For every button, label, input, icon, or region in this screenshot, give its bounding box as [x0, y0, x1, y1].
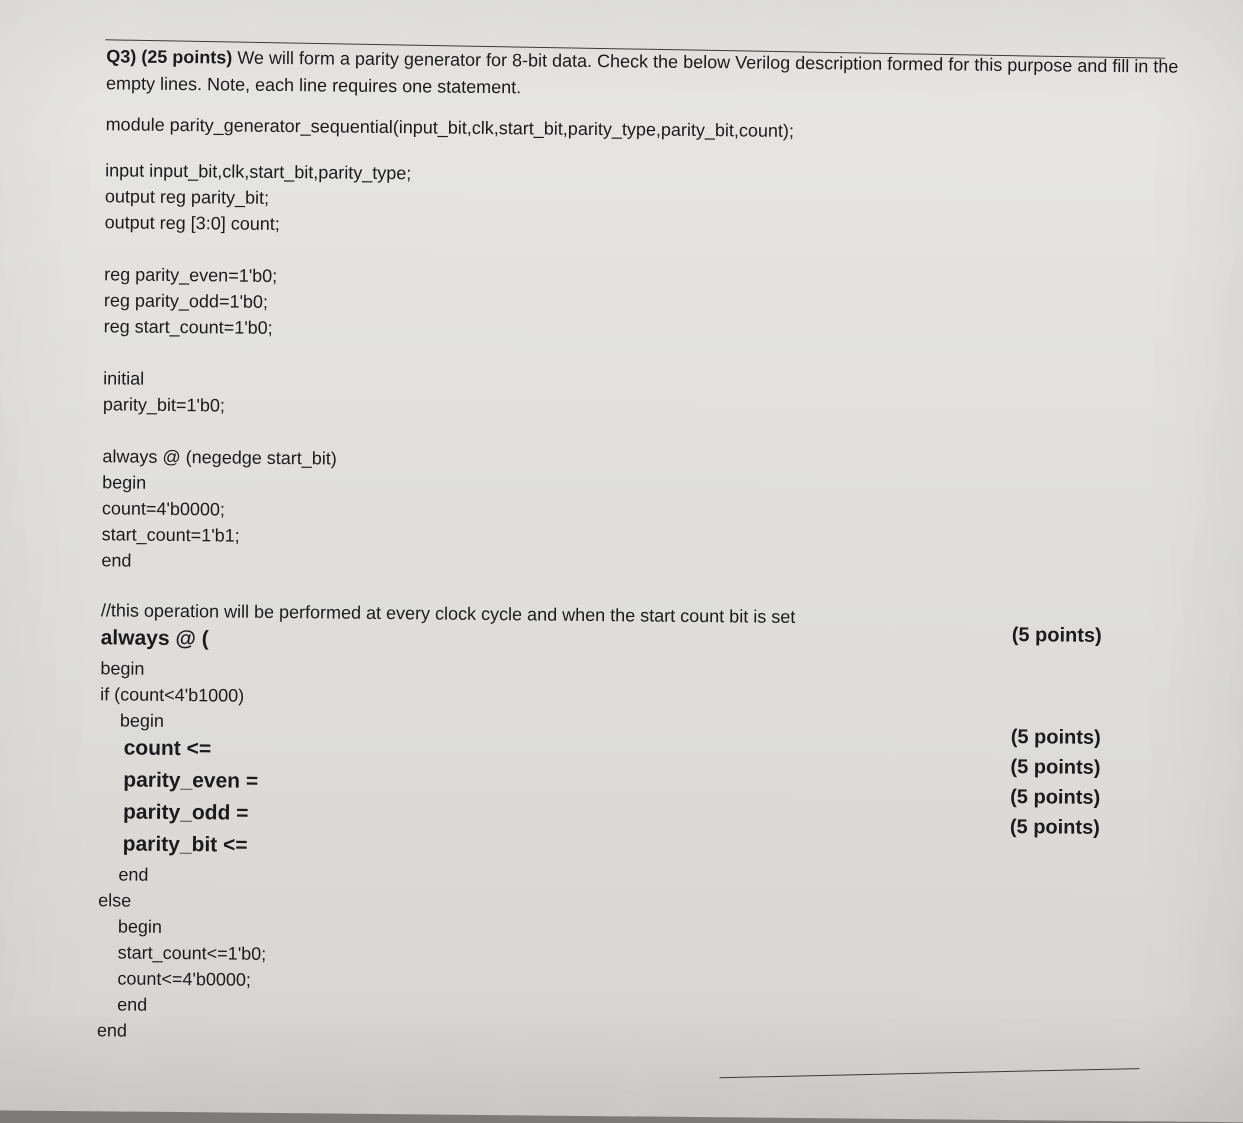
module-declaration: module parity_generator_sequential(input_bit,clk,start_bit,parity_type,parity_bit,count); — [105, 114, 795, 141]
count-assign-blank: count <= — [123, 736, 212, 761]
reg-start-count: reg start_count=1'b0; — [103, 316, 273, 338]
begin-block-1: begin — [102, 472, 147, 493]
parity-odd-blank: parity_odd = — [122, 800, 249, 825]
else-keyword: else — [98, 890, 132, 911]
if-condition: if (count<4'b1000) — [100, 684, 245, 706]
bottom-rule — [720, 1068, 1140, 1078]
begin-block-3: begin — [119, 710, 165, 731]
question-body: We will form a parity generator for 8-bit data. Check the below Verilog description formed for this purpose and fill in the empty lines. Note, each line requires one statement. — [105, 47, 1179, 98]
points-parity-odd: (5 points) — [1010, 786, 1101, 809]
count-clear: count<=4'b0000; — [117, 968, 252, 990]
start-count-set: start_count=1'b1; — [101, 524, 240, 546]
count-reset: count=4'b0000; — [101, 498, 226, 520]
reg-parity-even: reg parity_even=1'b0; — [104, 264, 278, 286]
reg-parity-odd: reg parity_odd=1'b0; — [103, 290, 269, 312]
input-declaration: input input_bit,clk,start_bit,parity_type; — [105, 160, 412, 184]
end-block-3: end — [118, 864, 149, 885]
output-count-declaration: output reg [3:0] count; — [104, 212, 280, 234]
points-parity-even: (5 points) — [1010, 756, 1101, 779]
points-parity-bit: (5 points) — [1009, 816, 1101, 839]
parity-even-blank: parity_even = — [123, 768, 259, 793]
initial-keyword: initial — [103, 368, 145, 389]
output-parity-declaration: output reg parity_bit; — [104, 186, 270, 208]
points-always: (5 points) — [1011, 624, 1102, 647]
begin-block-2: begin — [100, 658, 145, 679]
parity-bit-blank: parity_bit <= — [122, 832, 248, 857]
question-label: Q3) (25 points) — [106, 46, 233, 68]
code-comment: //this operation will be performed at every clock cycle and when the start count bit is set — [100, 600, 796, 627]
points-count: (5 points) — [1010, 726, 1101, 749]
end-block-1: end — [101, 550, 132, 571]
parity-init: parity_bit=1'b0; — [102, 394, 226, 416]
begin-block-4: begin — [117, 916, 163, 937]
always-blank-line: always @ ( — [100, 626, 209, 651]
always-negedge: always @ (negedge start_bit) — [102, 446, 337, 469]
start-count-clear: start_count<=1'b0; — [117, 942, 267, 964]
question-text — [106, 43, 1186, 107]
end-block-2: end — [96, 1020, 128, 1041]
end-block-4: end — [117, 994, 148, 1015]
